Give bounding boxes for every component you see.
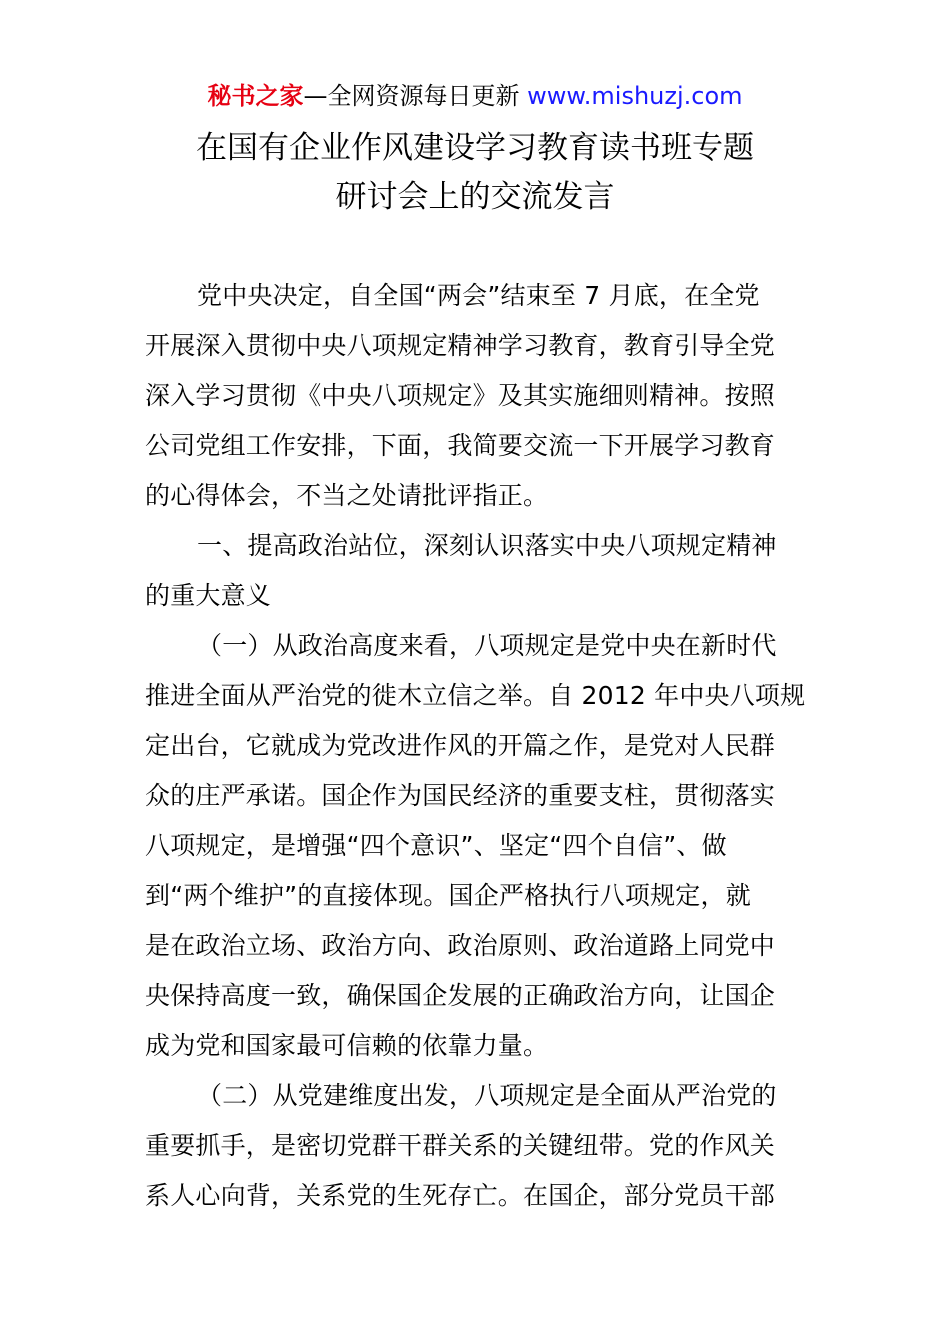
section-heading-line: 一、提高政治站位，深刻认识落实中央八项规定精神 (197, 531, 777, 560)
paragraph-line: 系人心向背，关系党的生死存亡。在国企，部分党员干部 (145, 1181, 776, 1210)
paragraph-line: 到“两个维护”的直接体现。国企严格执行八项规定，就 (145, 881, 751, 910)
paragraph-line: 开展深入贯彻中央八项规定精神学习教育，教育引导全党 (145, 331, 776, 360)
document-title-line-2: 研讨会上的交流发言 (335, 179, 615, 215)
site-tagline: —全网资源每日更新 (303, 82, 528, 110)
paragraph-line: （一）从政治高度来看，八项规定是党中央在新时代 (197, 631, 777, 660)
paragraph-line: 深入学习贯彻《中央八项规定》及其实施细则精神。按照 (145, 381, 776, 410)
site-url[interactable]: www.mishuzj.com (527, 82, 743, 110)
paragraph-line: 是在政治立场、政治方向、政治原则、政治道路上同党中 (145, 931, 776, 960)
site-header (0, 80, 950, 112)
paragraph-line: （二）从党建维度出发，八项规定是全面从严治党的 (197, 1081, 777, 1110)
paragraph-line: 公司党组工作安排，下面，我简要交流一下开展学习教育 (145, 431, 776, 460)
site-brand: 秘书之家 (207, 82, 304, 110)
paragraph-line: 党中央决定，自全国“两会”结束至 7 月底，在全党 (197, 281, 760, 310)
paragraph-line: 定出台，它就成为党改进作风的开篇之作，是党对人民群 (145, 731, 776, 760)
paragraph-line: 央保持高度一致，确保国企发展的正确政治方向，让国企 (145, 981, 776, 1010)
paragraph-line: 推进全面从严治党的徙木立信之举。自 2012 年中央八项规 (145, 681, 806, 710)
section-heading-line: 的重大意义 (145, 581, 272, 610)
paragraph-line: 成为党和国家最可信赖的依靠力量。 (145, 1031, 549, 1060)
document-title-line-1: 在国有企业作风建设学习教育读书班专题 (196, 130, 754, 166)
paragraph-line: 的心得体会，不当之处请批评指正。 (145, 481, 549, 510)
paragraph-line: 众的庄严承诺。国企作为国民经济的重要支柱，贯彻落实 (145, 781, 776, 810)
paragraph-line: 八项规定，是增强“四个意识”、坚定“四个自信”、做 (145, 831, 727, 860)
paragraph-line: 重要抓手，是密切党群干群关系的关键纽带。党的作风关 (145, 1131, 776, 1160)
